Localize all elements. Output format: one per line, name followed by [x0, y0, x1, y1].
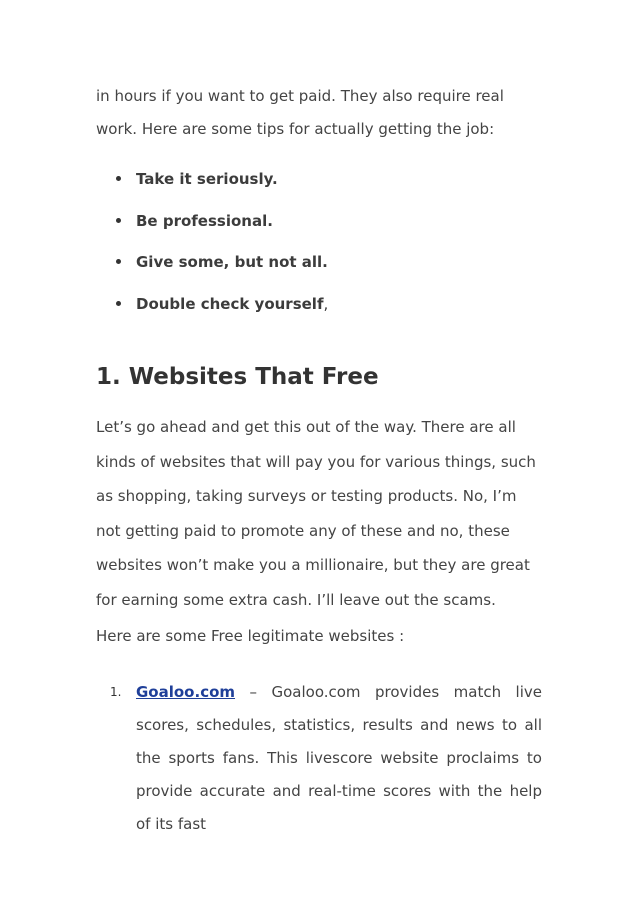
list-item: [96, 676, 542, 841]
tip-tail: ,: [323, 294, 329, 313]
list-item: [96, 243, 542, 285]
tip-text: Give some, but not all.: [136, 253, 328, 271]
section-paragraph: Let’s go ahead and get this out of the way. There are all kinds of websites that will pay you for various things, such as shopping, taking surveys or testing products. No, I’m not getting paid to promote any of these and no, these websites won’t make you a millionaire, but they are great for earning some extra cash. I’ll leave out the scams.: [96, 418, 536, 609]
websites-list: [96, 676, 542, 841]
list-number: 1.: [110, 685, 122, 699]
tip-text: Be professional.: [136, 211, 273, 230]
list-item: [96, 285, 542, 327]
bullet-icon: [116, 301, 121, 306]
list-intro: Here are some Free legitimate websites :: [96, 627, 405, 645]
list-item: [96, 202, 542, 244]
tip-text: Take it seriously.: [136, 170, 278, 188]
intro-paragraph: in hours if you want to get paid. They also require real work. Here are some tips for actually getting the job:: [96, 87, 504, 138]
bullet-icon: [116, 259, 121, 264]
list-item: [96, 160, 542, 202]
website-link[interactable]: Goaloo.com: [136, 683, 236, 701]
section-heading: 1. Websites That Free: [96, 364, 379, 390]
bullet-icon: [116, 176, 121, 181]
tips-list: [96, 160, 542, 326]
tip-text: Double check yourself: [136, 294, 324, 313]
bullet-icon: [116, 218, 121, 223]
website-description: – Goaloo.com provides match live scores, schedules, statistics, results and news to all the sports fans. This livescore website proclaims to provide accurate and real-time scores with the help of its fast: [136, 683, 542, 833]
